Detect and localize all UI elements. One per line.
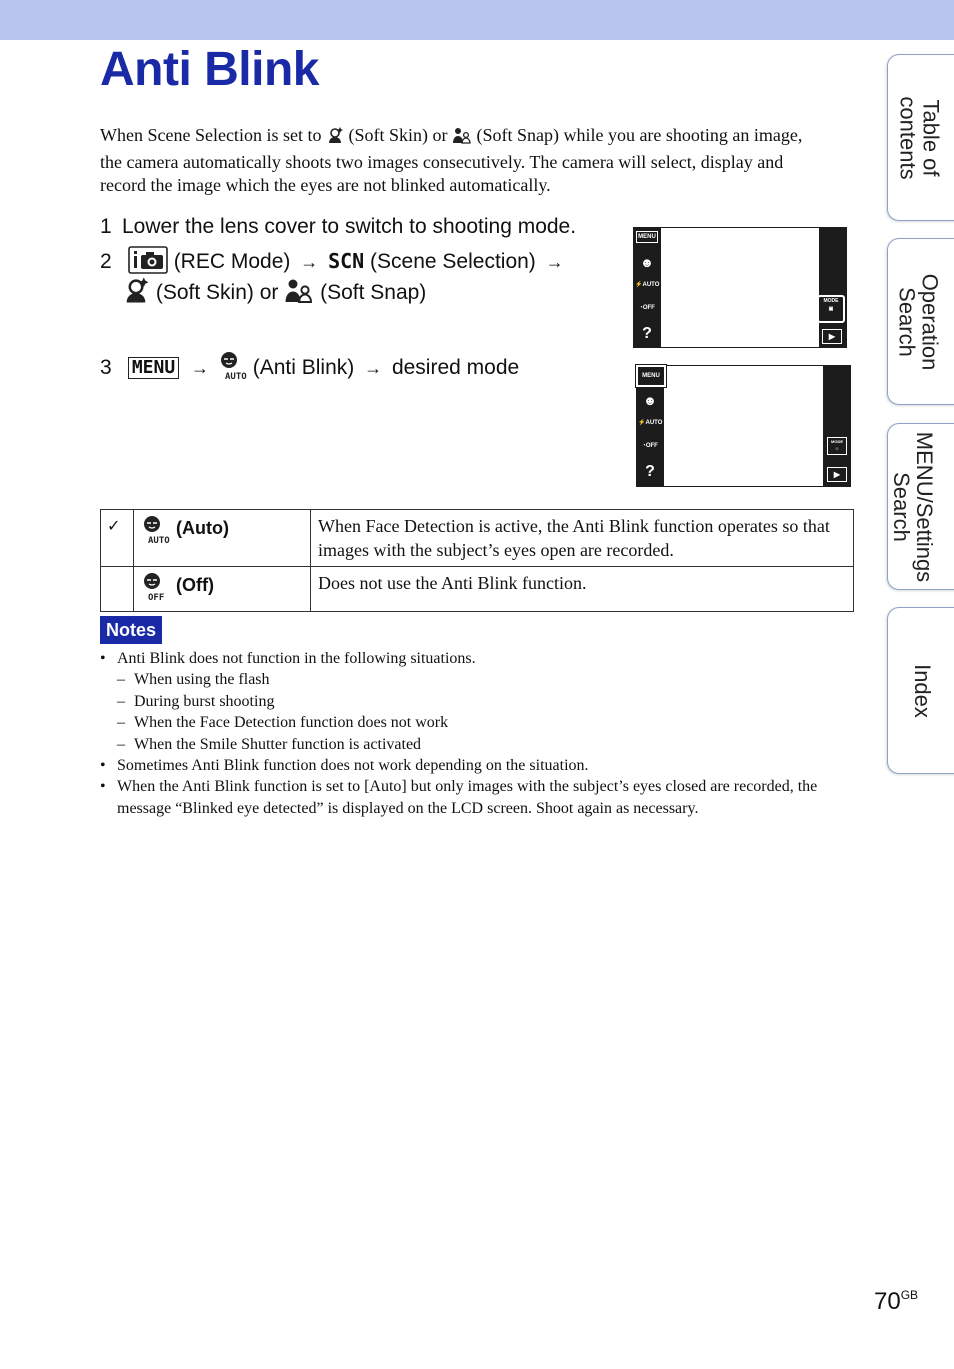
- notes-heading: Notes: [100, 616, 162, 644]
- arrow: →: [364, 358, 383, 378]
- list-item: • Sometimes Anti Blink function does not work depending on the situation.: [100, 755, 860, 776]
- intro-text-b: (Soft Skin) or: [348, 125, 448, 145]
- playback-icon[interactable]: ▶: [827, 467, 847, 482]
- page-title: Anti Blink: [100, 43, 319, 96]
- svg-text:OFF: OFF: [148, 593, 165, 601]
- help-icon[interactable]: ?: [642, 325, 652, 342]
- list-item: – When using the flash: [117, 669, 860, 690]
- help-icon[interactable]: ?: [645, 463, 655, 480]
- self-timer-off-icon[interactable]: ◔OFF: [642, 443, 658, 449]
- table-row: [101, 567, 854, 612]
- mode-label: (Auto): [176, 518, 229, 538]
- page-suffix: GB: [900, 1288, 919, 1302]
- soft-skin-icon: [326, 126, 344, 151]
- header-band: [0, 0, 954, 40]
- tab-operation-search[interactable]: [887, 238, 954, 405]
- mode-cell: [134, 567, 311, 612]
- svg-text:AUTO: AUTO: [224, 372, 247, 380]
- rec-mode-label: (REC Mode): [173, 250, 291, 273]
- screen-frame: [663, 365, 824, 487]
- list-item: – During burst shooting: [117, 691, 860, 712]
- mode-label: (Off): [176, 575, 214, 595]
- face-detection-icon[interactable]: ☻: [643, 393, 657, 408]
- svg-text:AUTO: AUTO: [148, 536, 170, 544]
- menu-key-icon: MENU: [128, 357, 179, 379]
- tab-label: MENU/Settings Search: [888, 431, 937, 582]
- soft-snap-label: (Soft Snap): [320, 281, 427, 304]
- flash-auto-icon[interactable]: ⚡AUTO: [635, 282, 660, 288]
- playback-icon[interactable]: ▶: [822, 329, 842, 344]
- self-timer-off-icon[interactable]: ◔OFF: [639, 305, 655, 311]
- scn-icon: SCN: [328, 249, 365, 273]
- flash-auto-icon[interactable]: ⚡AUTO: [638, 420, 663, 426]
- mode-description: When Face Detection is active, the Anti Blink function operates so that images with the subject’s eyes open are recorded.: [311, 510, 854, 567]
- anti-blink-auto-icon: [141, 514, 171, 550]
- list-item: – When the Face Detection function does not work: [117, 712, 860, 733]
- step-text: Lower the lens cover to switch to shooting mode.: [122, 215, 577, 238]
- scene-selection-label: (Scene Selection): [370, 250, 536, 273]
- soft-snap-icon: [284, 276, 314, 312]
- desired-mode-label: desired mode: [391, 356, 520, 379]
- anti-blink-auto-icon: [219, 350, 247, 388]
- mode-screen-icon[interactable]: MODE ☺: [827, 437, 847, 455]
- soft-skin-label: (Soft Skin) or: [155, 281, 279, 304]
- mode-description: Does not use the Anti Blink function.: [311, 567, 854, 612]
- intro-text-a: When Scene Selection is set to: [100, 125, 322, 145]
- list-item: [100, 648, 860, 755]
- arrow: →: [300, 252, 319, 272]
- notes-sublist: [117, 669, 860, 755]
- default-check-icon: ✓: [101, 510, 134, 567]
- list-item: • When the Anti Blink function is set to [Auto] but only images with the subject’s eyes closed are recorded, the message “Blinked eye detected” is displayed on the LCD screen. Shoot again as necessary.: [100, 776, 860, 819]
- tab-menu-settings-search[interactable]: [887, 423, 954, 590]
- soft-snap-icon: [452, 126, 472, 151]
- step-2-cont: [122, 276, 426, 312]
- tab-table-of-contents[interactable]: [887, 54, 954, 221]
- page-number-value: 70: [874, 1288, 901, 1315]
- tab-label: Table of contents: [895, 95, 944, 180]
- screen-frame: [660, 227, 820, 348]
- arrow: →: [545, 252, 564, 272]
- list-item: – When the Smile Shutter function is activated: [117, 734, 860, 755]
- tab-index[interactable]: [887, 607, 954, 774]
- step-number: 3: [100, 356, 112, 379]
- rec-mode-screen-icon[interactable]: MODE ▣: [817, 295, 845, 323]
- screen-menu-icon-selected[interactable]: MENU: [636, 365, 666, 387]
- face-detection-icon[interactable]: ☻: [640, 255, 654, 270]
- tab-label: Operation Search: [894, 273, 943, 370]
- mode-cell: [134, 510, 311, 567]
- camera-screen-menu: [636, 365, 851, 487]
- step-3: [100, 350, 519, 388]
- note-text: Anti Blink does not function in the following situations.: [117, 650, 476, 667]
- camera-screen-rec: [633, 227, 847, 348]
- soft-skin-icon: [122, 276, 150, 312]
- step-number: 1: [100, 215, 112, 238]
- step-1: [100, 212, 576, 241]
- page-number: [874, 1288, 918, 1316]
- intro-paragraph: [100, 124, 820, 198]
- intro-text-c: (Soft Snap) while you are shooting an image, the camera automatically shoots two images consecutively. The camera will select, display and record the image which the eyes are not blinked automatically.: [100, 125, 803, 195]
- anti-blink-mode-table: [100, 509, 854, 612]
- check-cell: [101, 567, 134, 612]
- anti-blink-off-icon: [141, 571, 171, 607]
- notes-list: [100, 648, 860, 819]
- tab-label: Index: [910, 663, 936, 718]
- anti-blink-label: (Anti Blink): [252, 356, 355, 379]
- table-row: [101, 510, 854, 567]
- step-number: 2: [100, 250, 112, 273]
- screen-menu-icon[interactable]: MENU: [636, 231, 658, 243]
- arrow: →: [191, 358, 210, 378]
